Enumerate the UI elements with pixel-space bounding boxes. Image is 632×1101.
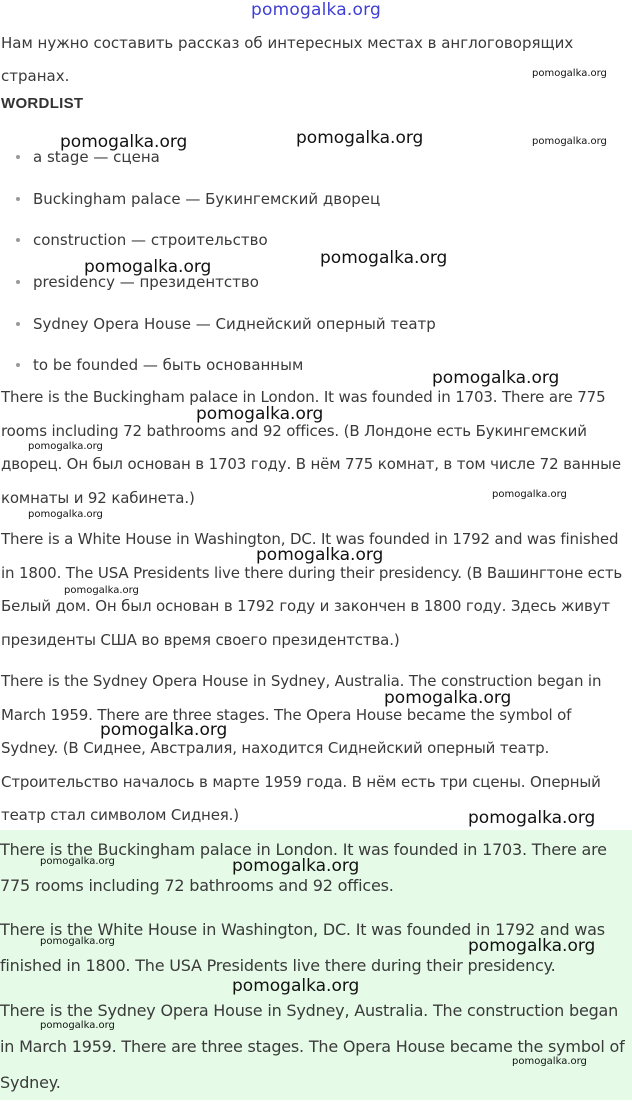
wordlist-item — [0, 265, 436, 307]
watermark: pomogalka.org — [492, 489, 567, 500]
wordlist-item-text: Buckingham palace — Букингемский дворец — [33, 189, 381, 208]
watermark: pomogalka.org — [468, 808, 596, 828]
wordlist-item-text: Sydney Opera House — Сиднейский оперный театр — [33, 314, 436, 333]
watermark: pomogalka.org — [432, 368, 560, 388]
watermark: pomogalka.org — [468, 936, 596, 956]
bullet-icon — [16, 322, 20, 326]
wordlist-item — [0, 182, 436, 224]
watermark: pomogalka.org — [40, 856, 115, 867]
bullet-icon — [16, 155, 20, 159]
bullet-icon — [16, 280, 20, 284]
watermark: pomogalka.org — [84, 257, 212, 277]
watermark: pomogalka.org — [512, 1056, 587, 1067]
watermark: pomogalka.org — [64, 585, 139, 596]
watermark: pomogalka.org — [60, 132, 188, 152]
watermark: pomogalka.org — [384, 688, 512, 708]
watermark: pomogalka.org — [28, 509, 103, 520]
wordlist-item-text: presidency — президентство — [33, 273, 259, 292]
watermark: pomogalka.org — [40, 1020, 115, 1031]
wordlist-item-text: to be founded — быть основанным — [33, 356, 304, 375]
watermark: pomogalka.org — [296, 128, 424, 148]
watermark: pomogalka.org — [40, 936, 115, 947]
watermark: pomogalka.org — [196, 404, 324, 424]
watermark: pomogalka.org — [28, 441, 103, 452]
site-logo[interactable]: pomogalka.org — [251, 0, 381, 20]
answer-box — [0, 830, 632, 1100]
bullet-icon — [16, 363, 20, 367]
wordlist — [0, 140, 436, 390]
watermark: pomogalka.org — [532, 68, 607, 79]
watermark: pomogalka.org — [320, 248, 448, 268]
answer-buckingham: There is the Buckingham palace in London. It was founded in 1703. There are 775 rooms including 72 bathrooms and 92 offices. — [0, 840, 607, 895]
bullet-icon — [16, 197, 20, 201]
watermark: pomogalka.org — [100, 720, 228, 740]
watermark: pomogalka.org — [256, 545, 384, 565]
wordlist-item — [0, 140, 436, 182]
wordlist-item-text: construction — строительство — [33, 231, 268, 250]
watermark: pomogalka.org — [532, 136, 607, 147]
wordlist-heading: WORDLIST — [1, 95, 84, 112]
watermark: pomogalka.org — [232, 976, 360, 996]
answer-sydney-opera: There is the Sydney Opera House in Sydney, Australia. The construction began in March 1959. There are three stages. The Opera House became the symbol of Sydney. — [0, 1001, 625, 1092]
wordlist-item-text: a stage — сцена — [33, 148, 160, 166]
watermark: pomogalka.org — [232, 856, 360, 876]
paragraph-sydney-opera: There is the Sydney Opera House in Sydney, Australia. The construction began in March 1959. There are three stages. The Opera House became the symbol of Sydney. (В Сиднее, Австралия, находится Сиднейский оперный театр. Строительство началось в марте 1959 года. В нём есть три сцены. Оперный театр стал символом Сиднея.) — [1, 672, 602, 824]
bullet-icon — [16, 238, 20, 242]
intro-text: Нам нужно составить рассказ об интересных местах в англоговорящих странах. — [1, 34, 574, 85]
wordlist-item — [0, 223, 436, 265]
paragraph-white-house: There is a White House in Washington, DC. It was founded in 1792 and was finished in 1800. The USA Presidents live there during their presidency. (В Вашингтоне есть Белый дом. Он был основан в 1792 году и закончен в 1800 году. Здесь живут президенты США во время своего президентства.) — [1, 530, 623, 649]
answer-white-house: There is the White House in Washington, DC. It was founded in 1792 and was finished in 1800. The USA Presidents live there during their presidency. — [0, 920, 605, 975]
wordlist-item — [0, 307, 436, 349]
paragraph-buckingham: There is the Buckingham palace in London. It was founded in 1703. There are 775 rooms including 72 bathrooms and 92 offices. (В Лондоне есть Букингемский дворец. Он был основан в 1703 году. В нём 775 комнат, в том числе 72 ванные комнаты и 92 кабинета.) — [1, 388, 621, 507]
